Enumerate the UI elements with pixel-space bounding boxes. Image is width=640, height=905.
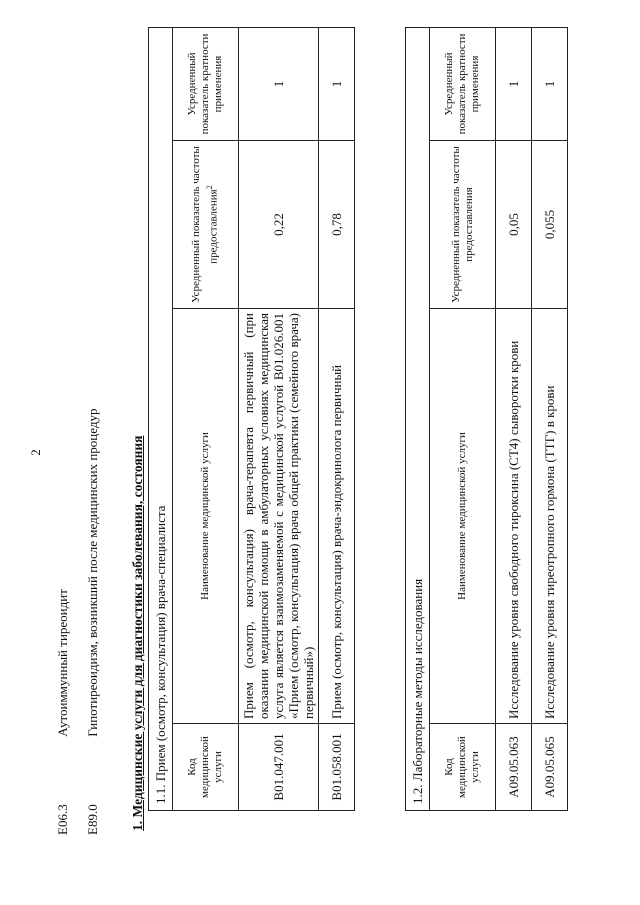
frequency-value: 0,22	[239, 141, 319, 309]
multiplicity-value: 1	[496, 27, 532, 140]
multiplicity-value: 1	[239, 27, 319, 140]
column-header-multiplicity: Усредненный показатель кратности применения	[430, 27, 496, 140]
multiplicity-value: 1	[532, 27, 568, 140]
service-code: B01.047.001	[239, 724, 319, 811]
frequency-header-text: Усредненный показатель частоты предоставления	[190, 146, 220, 303]
footnote-mark: 2	[205, 185, 215, 190]
service-name: Прием (осмотр, консультация) врача-эндокринолога первичный	[319, 309, 355, 724]
column-header-frequency	[173, 141, 239, 309]
diagnosis-code: E89.0	[85, 804, 100, 835]
table-row	[239, 27, 319, 810]
service-code: B01.058.001	[319, 724, 355, 811]
diagnosis-row	[85, 409, 101, 835]
subsection-title: 1.1. Прием (осмотр, консультация) врача-специалиста	[149, 27, 173, 810]
column-header-code: Код медицинской услуги	[173, 724, 239, 811]
table-row	[496, 27, 532, 810]
service-name: Исследование уровня тиреотропного гормона (ТТГ) в крови	[532, 309, 568, 724]
diagnosis-row	[55, 589, 71, 835]
service-name: Прием (осмотр, консультация) врача-терапевта первичный (при оказании медицинской помощи в амбулаторных условиях медицинская услуга является взаимозаменяемой с медицинской услугой B01.026.001 «Прием (осмотр, консультация) врача общей практики (семейного врача) первичный»)	[239, 309, 319, 724]
diagnosis-name: Гипотиреоидизм, возникший после медицинских процедур	[85, 408, 100, 737]
diagnosis-name: Аутоиммунный тиреоидит	[55, 589, 70, 737]
table-row	[532, 27, 568, 810]
column-header-multiplicity: Усредненный показатель кратности применения	[173, 27, 239, 140]
frequency-value: 0,05	[496, 141, 532, 309]
frequency-value: 0,055	[532, 141, 568, 309]
column-header-name: Наименование медицинской услуги	[173, 309, 239, 724]
column-header-name: Наименование медицинской услуги	[430, 309, 496, 724]
section-title: 1. Медицинские услуги для диагностики заболевания, состояния	[130, 435, 145, 831]
subsection-title: 1.2. Лабораторные методы исследования	[406, 27, 430, 810]
column-header-code: Код медицинской услуги	[430, 724, 496, 811]
service-code: A09.05.065	[532, 724, 568, 811]
services-table-consultations	[148, 27, 355, 811]
service-name: Исследование уровня свободного тироксина (СТ4) сыворотки крови	[496, 309, 532, 724]
page-number: 2	[28, 449, 43, 456]
frequency-value: 0,78	[319, 141, 355, 309]
column-header-frequency: Усредненный показатель частоты предоставления	[430, 141, 496, 309]
multiplicity-value: 1	[319, 27, 355, 140]
table-row	[319, 27, 355, 810]
service-code: A09.05.063	[496, 724, 532, 811]
diagnosis-code: E06.3	[55, 804, 70, 835]
services-table-laboratory	[405, 27, 568, 811]
